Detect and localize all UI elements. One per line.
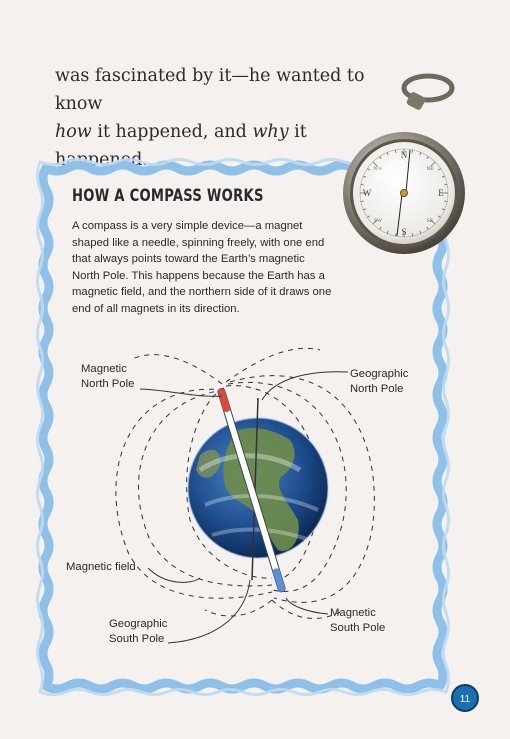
compass-letter-se: SE (426, 218, 434, 224)
intro-emphasis-why: why (252, 122, 289, 142)
label-magnetic-north-pole (81, 362, 134, 391)
intro-line-2-mid: it happened, and (91, 122, 253, 142)
box-heading: HOW A COMPASS WORKS (72, 186, 264, 206)
label-line: Magnetic (330, 607, 376, 619)
box-body-line: that always points toward the Earth’s magnetic (72, 253, 305, 266)
pointer-geographic-south (168, 580, 250, 643)
compass-letter-s: S (401, 227, 407, 237)
label-geographic-south-pole (109, 617, 167, 646)
intro-emphasis-how: how (55, 122, 92, 142)
label-line: North Pole (81, 377, 135, 390)
box-body-line: A compass is a very simple device—a magnet (72, 220, 303, 232)
compass-letter-e: E (438, 188, 444, 198)
label-magnetic-field (66, 560, 136, 575)
label-line: South Pole (330, 621, 386, 634)
box-body-line: magnetic field, and the northern side of it draws one (72, 286, 332, 299)
label-line: South Pole (109, 632, 165, 645)
label-line: Magnetic field (66, 561, 136, 573)
label-magnetic-south-pole (330, 606, 385, 635)
compass-letter-ne: NE (426, 166, 434, 172)
label-geographic-north-pole (350, 367, 408, 396)
intro-line-2-end: it happened. (55, 122, 307, 170)
box-body-line: shaped like a needle, spinning freely, with one end (72, 236, 325, 249)
label-line: Geographic (109, 618, 168, 630)
intro-line-1: was fascinated by it—he wanted to know (55, 66, 365, 114)
compass-letter-w: W (362, 188, 372, 198)
pointer-magnetic-south (286, 598, 328, 614)
compass-letter-nw: NW (373, 166, 383, 172)
label-line: Geographic (350, 368, 409, 380)
compass-letter-n: N (400, 150, 408, 160)
page-number-badge: 11 (451, 684, 479, 712)
box-body-line: North Pole. This happens because the Earth has a (72, 269, 325, 282)
label-line: Magnetic (81, 363, 127, 375)
pointer-magnetic-field (148, 568, 200, 582)
label-line: North Pole (350, 382, 404, 395)
box-body-line: end of all magnets in its direction. (72, 302, 240, 315)
compass-letter-sw: SW (373, 218, 383, 224)
pointer-geographic-north (262, 372, 348, 400)
